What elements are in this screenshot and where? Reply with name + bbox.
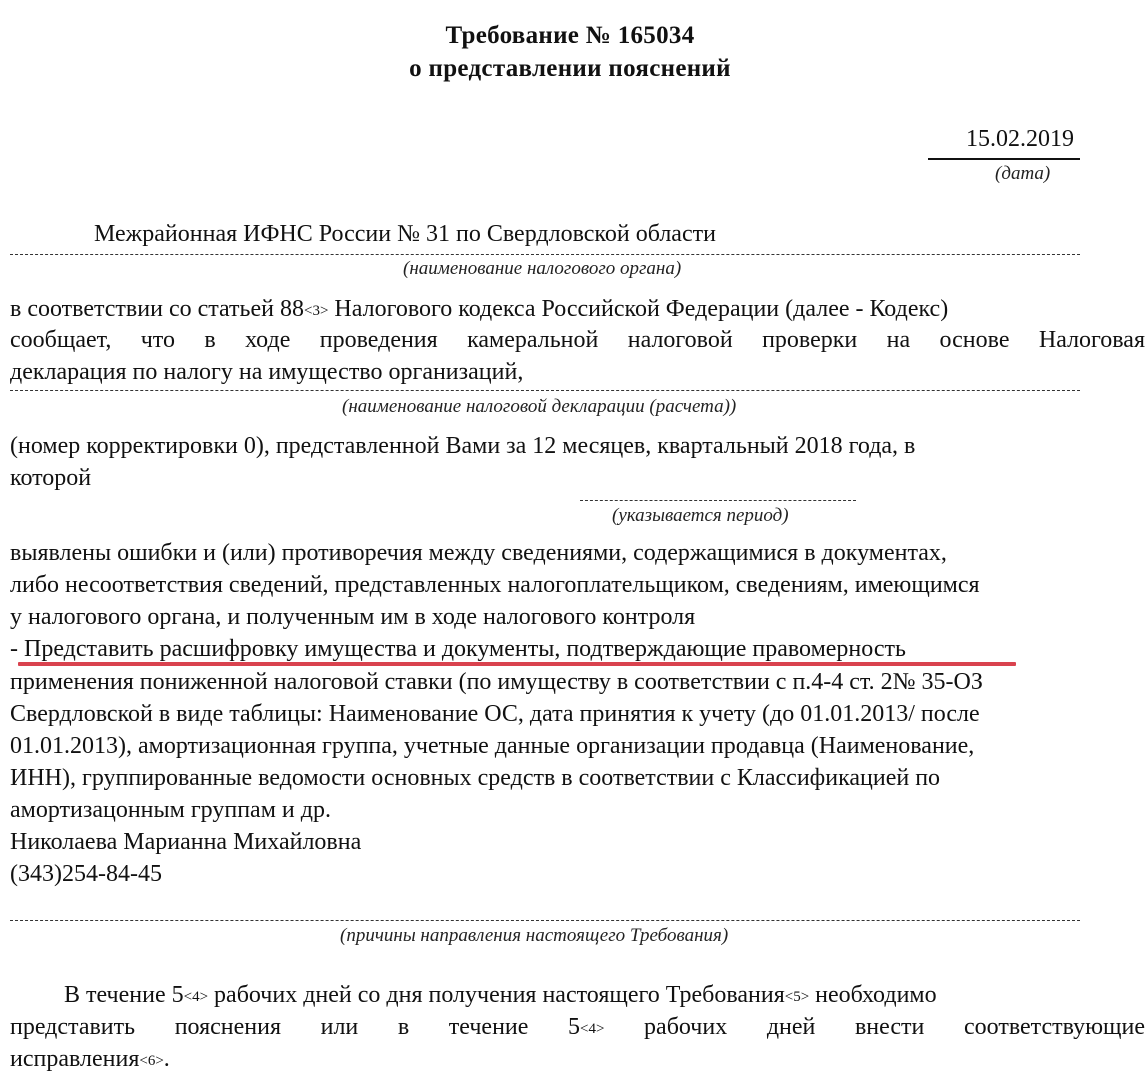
findings-line-2: либо несоответствия сведений, представленных налогоплательщиком, сведениям, имеющимся bbox=[10, 572, 980, 598]
deadline-text-a: В течение 5 bbox=[64, 982, 184, 1008]
request-line-4: 01.01.2013), амортизационная группа, учетные данные организации продавца (Наименование, bbox=[10, 733, 975, 759]
request-line-5: ИНН), группированные ведомости основных средств в соответствии с Классификацией по bbox=[10, 765, 941, 791]
footnote-ref: <4> bbox=[183, 989, 209, 1005]
correction-line-2: которой bbox=[10, 465, 92, 491]
request-line-3: Свердловской в виде таблицы: Наименование ОС, дата принятия к учету (до 01.01.2013/ после bbox=[10, 701, 980, 727]
request-line-6: амортизацонным группам и др. bbox=[10, 797, 331, 823]
declaration-caption: (наименование налоговой декларации (расчета)) bbox=[342, 396, 737, 417]
deadline-text-g: . bbox=[163, 1046, 170, 1072]
authority-caption: (наименование налогового органа) bbox=[403, 258, 682, 279]
footnote-ref: <5> bbox=[784, 989, 810, 1005]
footnote-ref: <3> bbox=[304, 303, 329, 319]
date-value: 15.02.2019 bbox=[966, 126, 1074, 152]
request-line-1: - Представить расшифровку имущества и документы, подтверждающие правомерность bbox=[10, 636, 906, 662]
document-subtitle: о представлении пояснений bbox=[409, 55, 731, 82]
deadline-text-f: исправления bbox=[10, 1046, 140, 1072]
contact-name: Николаева Марианна Михайловна bbox=[10, 829, 362, 855]
declaration-dashed-line bbox=[10, 390, 1080, 391]
request-line-2: применения пониженной налоговой ставки (по имуществу в соответствии с п.4-4 ст. 2№ 35-ОЗ bbox=[10, 669, 983, 695]
contact-phone: (343)254-84-45 bbox=[10, 861, 162, 887]
findings-line-1: выявлены ошибки и (или) противоречия между сведениями, содержащимися в документах, bbox=[10, 540, 947, 566]
document-title: Требование № 165034 bbox=[445, 22, 695, 49]
date-caption: (дата) bbox=[995, 163, 1051, 184]
deadline-text-d: представить пояснения или в течение 5 bbox=[10, 1014, 581, 1040]
deadline-text-b: рабочих дней со дня получения настоящего Требования bbox=[208, 982, 785, 1008]
intro-text-b: Налогового кодекса Российской Федерации (далее - Кодекс) bbox=[328, 296, 949, 322]
deadline-text-c: необходимо bbox=[809, 982, 937, 1008]
date-underline bbox=[928, 158, 1080, 160]
intro-line-2: сообщает, что в ходе проведения камеральной налоговой проверки на основе Налоговая bbox=[10, 327, 1145, 353]
tax-authority-name: Межрайонная ИФНС России № 31 по Свердловской области bbox=[94, 221, 716, 247]
deadline-line-1 bbox=[64, 979, 937, 1013]
intro-line-3: декларация по налогу на имущество организаций, bbox=[10, 359, 524, 385]
deadline-line-2 bbox=[10, 1011, 1145, 1045]
footnote-ref: <6> bbox=[139, 1053, 164, 1069]
period-dashed-line bbox=[580, 500, 856, 501]
deadline-text-e: рабочих дней внести соответствующие bbox=[604, 1014, 1145, 1040]
findings-line-3: у налогового органа, и полученным им в ходе налогового контроля bbox=[10, 604, 696, 630]
footnote-ref: <4> bbox=[580, 1021, 605, 1037]
deadline-line-3 bbox=[10, 1043, 170, 1077]
correction-line-1: (номер корректировки 0), представленной Вами за 12 месяцев, квартальный 2018 года, в bbox=[10, 433, 916, 459]
reasons-dashed-line bbox=[10, 920, 1080, 921]
authority-dashed-line bbox=[10, 254, 1080, 255]
intro-text-a: в соответствии со статьей 88 bbox=[10, 296, 304, 322]
intro-line-1 bbox=[10, 293, 948, 327]
period-caption: (указывается период) bbox=[612, 505, 789, 526]
reasons-caption: (причины направления настоящего Требования) bbox=[340, 925, 729, 946]
